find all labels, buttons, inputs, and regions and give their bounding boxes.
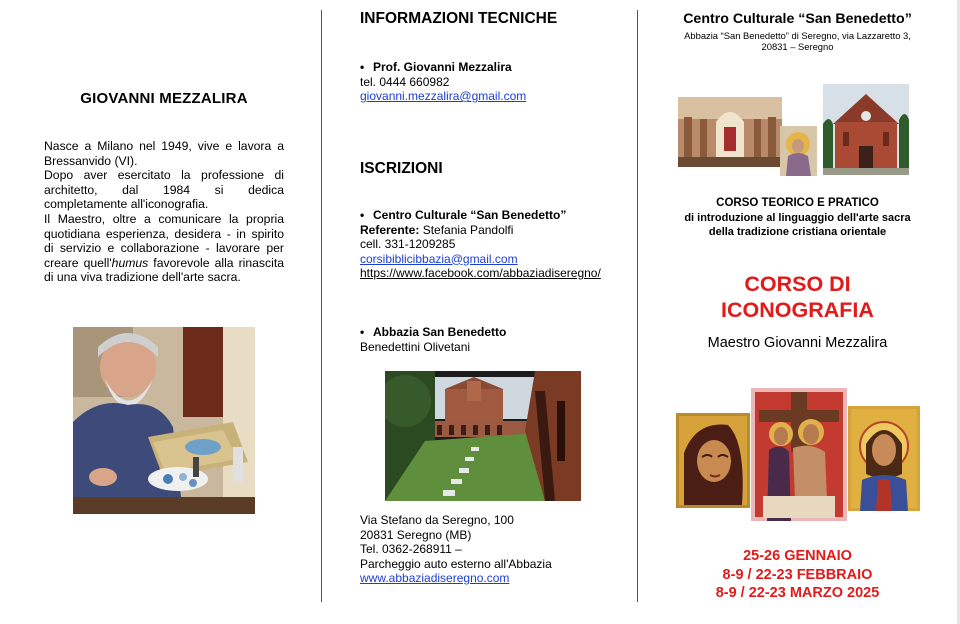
contact-email-link[interactable]: giovanni.mezzalira@gmail.com <box>360 89 527 103</box>
bio-paragraph-3: Il Maestro, oltre a comunicare la propria quotidiana esperienza, desidera - in spirito di servizio e collaborazione - lavorare per creare quell'humus favorevole alla rinascita di una viva tradizione dell'arte sacra. <box>44 211 284 285</box>
course-type: CORSO TEORICO E PRATICO <box>716 197 879 209</box>
abbey-block <box>360 325 506 354</box>
course-teacher: Maestro Giovanni Mezzalira <box>707 335 888 351</box>
artist-title: GIOVANNI MEZZALIRA <box>80 90 248 107</box>
church-interior-photo <box>678 97 782 167</box>
artist-photo <box>73 327 255 514</box>
facebook-link[interactable]: https://www.facebook.com/abbaziadiseregno/ <box>360 266 601 280</box>
dates-february: 8-9 / 22-23 FEBBRAIO <box>722 566 873 583</box>
artist-bio <box>44 139 284 285</box>
address-city: 20831 Seregno (MB) <box>360 527 472 542</box>
abbey-name: • Abbazia San Benedetto <box>360 325 506 340</box>
registration-phone: cell. 331-1209285 <box>360 237 456 251</box>
madonna-icon <box>676 413 750 508</box>
bio-paragraph-2: Dopo aver esercitato la professione di architetto, dal 1984 si dedica completamente all'iconografia. <box>44 168 284 212</box>
panel-course <box>638 0 957 624</box>
course-dates <box>638 547 957 603</box>
centre-title: Centro Culturale “San Benedetto” <box>683 11 912 27</box>
christ-pantocrator-icon <box>848 406 920 511</box>
panel-artist <box>0 0 322 624</box>
abbey-photo <box>385 371 581 501</box>
registration-org: • Centro Culturale “San Benedetto” <box>360 208 601 223</box>
abbey-subtitle: Benedettini Olivetani <box>360 339 471 354</box>
church-fresco-photo <box>780 126 817 176</box>
info-heading: INFORMAZIONI TECNICHE <box>360 10 558 27</box>
contact-phone: tel. 0444 660982 <box>360 74 450 89</box>
centre-address: Abbazia “San Benedetto” di Seregno, via Lazzaretto 3, 20831 – Seregno <box>684 30 911 53</box>
bio-paragraph-1: Nasce a Milano nel 1949, vive e lavora a Bressanvido (VI). <box>44 139 284 168</box>
abbey-address-block <box>360 513 552 586</box>
course-title: CORSO DI ICONOGRAFIA <box>721 272 874 322</box>
contact-block <box>360 60 526 104</box>
church-exterior-photo <box>823 84 909 175</box>
referente-line: Referente: Stefania Pandolfi <box>360 222 514 237</box>
website-link[interactable]: www.abbaziadiseregno.com <box>360 571 510 585</box>
contact-name: • Prof. Giovanni Mezzalira <box>360 60 526 75</box>
dates-march: 8-9 / 22-23 MARZO 2025 <box>715 585 880 601</box>
parking-note: Parcheggio auto esterno all'Abbazia <box>360 556 552 571</box>
iscrizioni-heading: ISCRIZIONI <box>360 160 443 177</box>
address-street: Via Stefano da Seregno, 100 <box>360 513 514 527</box>
registration-block <box>360 208 601 281</box>
panel-info <box>322 0 638 624</box>
pieta-icon <box>751 388 847 521</box>
address-phone: Tel. 0362-268911 – <box>360 542 462 556</box>
dates-january: 25-26 GENNAIO <box>743 548 852 564</box>
course-description: di introduzione al linguaggio dell'arte sacra della tradizione cristiana orientale <box>684 212 911 238</box>
registration-email-link[interactable]: corsibiblicibbazia@gmail.com <box>360 251 518 266</box>
